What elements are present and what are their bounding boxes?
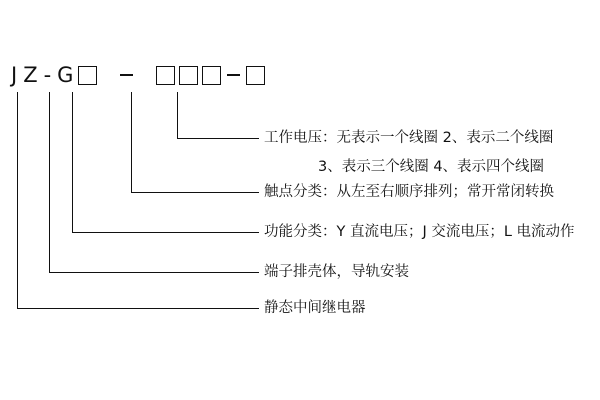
leader-hline-terminal [49, 272, 259, 273]
code-hyphen: - [43, 62, 52, 87]
code-box-voltage-slot [78, 66, 97, 85]
annotation-terminal-housing: 端子排壳体，导轨安装 [264, 264, 409, 280]
model-code-row [8, 58, 267, 92]
annotation-working-voltage-line1: 工作电压：无表示一个线圈 2、表示二个线圈 [264, 130, 554, 146]
leader-vline-working-voltage [177, 92, 178, 138]
code-box-group [154, 66, 223, 85]
code-dash-trailing [227, 74, 240, 76]
code-letter-j: J [11, 62, 18, 87]
annotation-contact-classification: 触点分类：从左至右顺序排列；常开常闭转换 [264, 184, 554, 200]
leader-hline-function [72, 232, 259, 233]
code-box-1 [156, 66, 175, 85]
code-box-3 [202, 66, 221, 85]
leader-vline-terminal [49, 92, 50, 272]
leader-vline-function [72, 92, 73, 232]
annotation-relay-type: 静态中间继电器 [264, 300, 366, 316]
leader-hline-contact [131, 192, 259, 193]
code-letter-z: Z [23, 62, 38, 87]
code-box-trailing [246, 66, 265, 85]
code-letter-g: G [57, 62, 74, 87]
code-box-2 [179, 66, 198, 85]
annotation-working-voltage-line2: 3、表示三个线圈 4、表示四个线圈 [318, 159, 545, 175]
leader-hline-relay-type [17, 308, 259, 309]
leader-vline-contact [131, 92, 132, 192]
annotation-function-classification: 功能分类：Y 直流电压；J 交流电压；L 电流动作 [264, 224, 575, 240]
leader-hline-working-voltage [177, 138, 259, 139]
leader-vline-relay-type [17, 92, 18, 308]
code-dash-separator [120, 74, 133, 76]
